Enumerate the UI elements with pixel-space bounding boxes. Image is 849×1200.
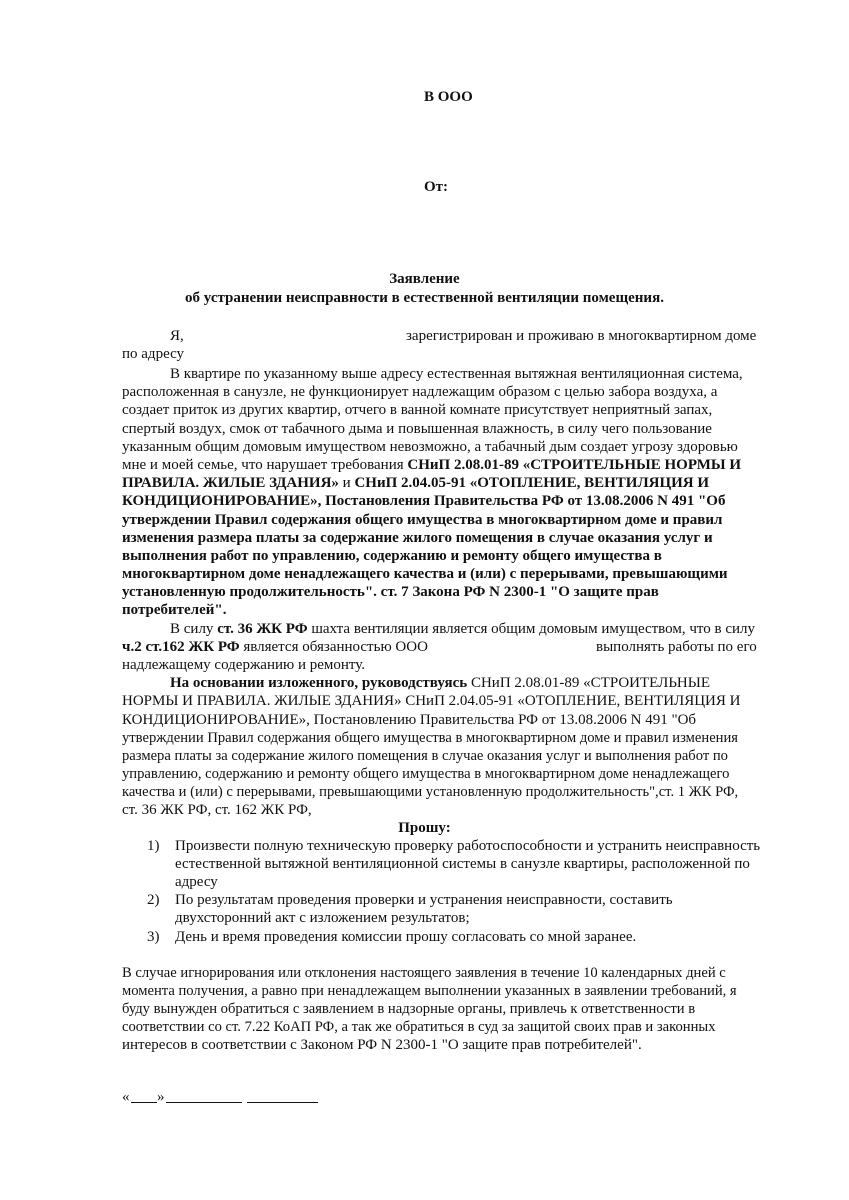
closing-line: момента получения, а равно при ненадлежащем выполнении указанных в заявлении требований, я — [122, 983, 737, 999]
day-blank — [131, 1102, 157, 1103]
list-item-number: 1) — [147, 838, 160, 854]
list-item-number: 2) — [147, 892, 160, 908]
list-item: Произвести полную техническую проверку работоспособности и устранить неисправность — [175, 838, 761, 854]
p1-line: потребителей". — [122, 602, 227, 618]
sender-label: От: — [424, 179, 449, 195]
request-heading: Прошу: — [398, 820, 451, 836]
document-title: Заявление — [389, 271, 460, 287]
p2-line: В силу ст. 36 ЖК РФ шахта вентиляции является общим домовым имуществом, что в силу — [170, 621, 756, 637]
list-item: День и время проведения комиссии прошу согласовать со мной заранее. — [175, 929, 637, 945]
p2-line-end: выполнять работы по его — [596, 639, 757, 655]
p1-line: утверждении Правил содержания общего имущества в многоквартирном доме и правил — [122, 512, 723, 528]
p1-line: создает приток из других квартир, отчего в ванной комнате присутствует неприятный запах, — [122, 402, 713, 418]
month-blank — [166, 1102, 242, 1103]
closing-line: буду вынужден обратиться с заявлением в надзорные органы, привлечь к ответственности в — [122, 1001, 696, 1017]
p1-line: мне и моей семье, что нарушает требования СНиП 2.08.01-89 «СТРОИТЕЛЬНЫЕ НОРМЫ И — [122, 457, 742, 473]
document-subtitle: об устранении неисправности в естественной вентиляции помещения. — [185, 290, 664, 306]
signature-blank — [247, 1102, 318, 1103]
intro-registration: зарегистрирован и проживаю в многоквартирном доме — [406, 328, 757, 344]
closing-line: В случае игнорирования или отклонения настоящего заявления в течение 10 календарных дней с — [122, 965, 726, 981]
p1-line: спертый воздух, смок от табачного дыма и повышенная влажность, в силу чего пользование — [122, 421, 712, 437]
p1-line: выполнения работ по управлению, содержанию и ремонту общего имущества в — [122, 548, 662, 564]
p3-line: НОРМЫ И ПРАВИЛА. ЖИЛЫЕ ЗДАНИЯ» СНиП 2.04.05-91 «ОТОПЛЕНИЕ, ВЕНТИЛЯЦИЯ И — [122, 693, 741, 709]
list-item: двухсторонний акт с изложением результатов; — [175, 910, 470, 926]
p3-line: КОНДИЦИОНИРОВАНИЕ», Постановлению Правительства РФ от 13.08.2006 N 491 "Об — [122, 712, 697, 728]
addressee: В ООО — [424, 89, 473, 105]
p3-line: утверждении Правил содержания общего имущества в многоквартирном доме и правил изменения — [122, 730, 739, 746]
p1-line: указанным общим домовым имуществом невозможно, а табачный дым создает угрозу здоровью — [122, 439, 738, 455]
list-item: адресу — [175, 874, 218, 890]
list-item: естественной вытяжной вентиляционной системы в санузле квартиры, расположенной по — [175, 856, 750, 872]
p1-line: ПРАВИЛА. ЖИЛЫЕ ЗДАНИЯ» и СНиП 2.04.05-91 «ОТОПЛЕНИЕ, ВЕНТИЛЯЦИЯ И — [122, 475, 710, 491]
p3-line: На основании изложенного, руководствуясь СНиП 2.08.01-89 «СТРОИТЕЛЬНЫЕ — [170, 675, 711, 691]
p3-line: качества и (или) с перерывами, превышающими установленную продолжительность",ст. 1 ЖК РФ, — [122, 784, 739, 800]
date-quote-close: » — [157, 1089, 165, 1105]
closing-line: интересов в соответствии с Законом РФ N 2300-1 "О защите прав потребителей". — [122, 1037, 642, 1053]
p1-line: многоквартирном доме ненадлежащего качества и (или) с перерывами, превышающими — [122, 566, 728, 582]
date-quote-open: « — [122, 1089, 130, 1105]
p2-line: надлежащему содержанию и ремонту. — [122, 657, 366, 673]
list-item: По результатам проведения проверки и устранения неисправности, составить — [175, 892, 673, 908]
closing-line: соответствии со ст. 7.22 КоАП РФ, а так же обратиться в суд за защитой своих прав и законных — [122, 1019, 716, 1035]
p1-line: изменения размера платы за содержание жилого помещения в случае оказания услуг и — [122, 530, 713, 546]
p3-line: управлению, содержанию и ремонту общего имущества в многоквартирном доме ненадлежащего — [122, 766, 730, 782]
list-item-number: 3) — [147, 929, 160, 945]
p1-line: установленную продолжительность". ст. 7 Закона РФ N 2300-1 "О защите прав — [122, 584, 659, 600]
p3-line: размера платы за содержание жилого помещения в случае оказания услуг и выполнения работ по — [122, 748, 728, 764]
p1-line: расположенная в санузле, не функционирует надлежащим образом с целью забора воздуха, а — [122, 384, 718, 400]
p1-line: КОНДИЦИОНИРОВАНИЕ», Постановления Правительства РФ от 13.08.2006 N 491 "Об — [122, 493, 726, 509]
p2-line: ч.2 ст.162 ЖК РФ является обязанностью ООО — [122, 639, 428, 655]
p3-line: ст. 36 ЖК РФ, ст. 162 ЖК РФ, — [122, 802, 312, 818]
p1-line: В квартире по указанному выше адресу естественная вытяжная вентиляционная система, — [170, 366, 743, 382]
intro-ya: Я, — [170, 328, 184, 344]
intro-address: по адресу — [122, 346, 185, 362]
